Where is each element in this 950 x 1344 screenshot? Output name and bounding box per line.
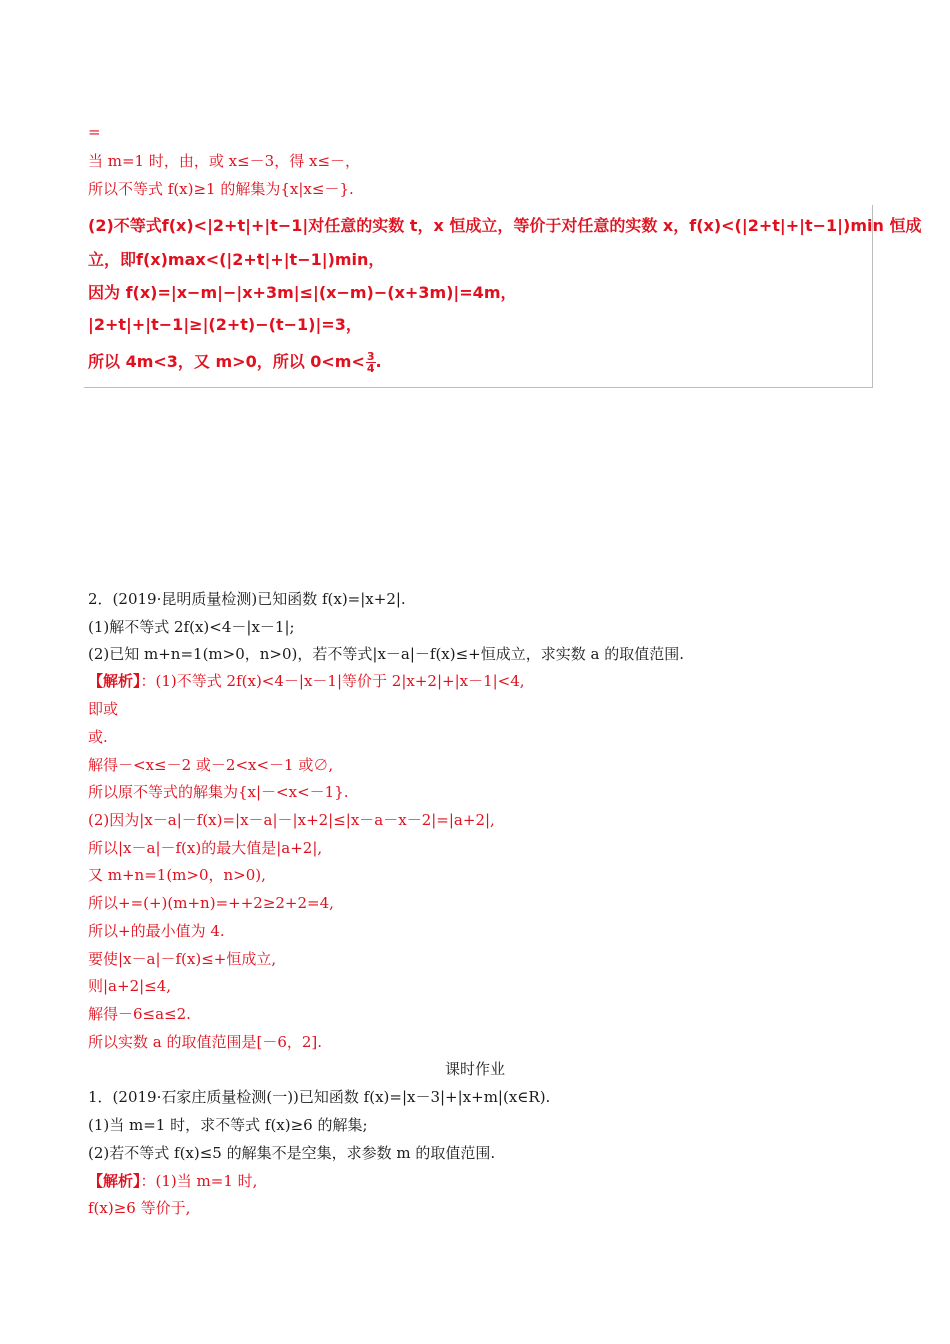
analysis-line: 要使|x－a|－f(x)≤+恒成立,	[88, 950, 277, 968]
box-line	[88, 351, 382, 374]
analysis-line: 或.	[88, 728, 108, 746]
problem-3-part: (1)当 m=1 时，求不等式 f(x)≥6 的解集;	[88, 1116, 368, 1134]
analysis-line: 所以+=(+)(m+n)=++2≥2+2=4,	[88, 894, 334, 912]
fraction-denominator: 4	[366, 362, 375, 375]
box-line: |2+t|+|t−1|≥|(2+t)−(t−1)|=3，	[88, 315, 362, 334]
analysis-line: (2)因为|x－a|－f(x)=|x－a|－|x+2|≤|x－a－x－2|=|a+2|,	[88, 811, 495, 829]
analysis-line: 所以原不等式的解集为{x|－<x<－1}.	[88, 783, 349, 801]
analysis-label: 【解析】	[88, 672, 141, 690]
box-line: (2)不等式f(x)<|2+t|+|t−1|对任意的实数 t，x 恒成立，等价于对任意的实数 x，f(x)<(|2+t|+|t−1|)min 恒成	[88, 216, 922, 235]
analysis-line: 又 m+n=1(m>0，n>0),	[88, 866, 266, 884]
analysis-line: 所以+的最小值为 4.	[88, 922, 225, 940]
analysis-line: f(x)≥6 等价于,	[88, 1199, 191, 1217]
problem-3-part: (2)若不等式 f(x)≤5 的解集不是空集，求参数 m 的取值范围.	[88, 1144, 496, 1162]
section-title: 课时作业	[444, 1060, 505, 1078]
box-line-text: 所以 4m<3，又 m>0，所以 0<m<	[88, 352, 365, 371]
problem-2-statement: 2．(2019·昆明质量检测)已知函数 f(x)=|x+2|.	[88, 590, 406, 608]
analysis-line: 解得－6≤a≤2.	[88, 1005, 191, 1023]
analysis-line: 即或	[88, 700, 119, 718]
analysis-line	[88, 1171, 257, 1191]
fraction-numerator: 3	[366, 350, 375, 363]
box-line: 立，即f(x)max<(|2+t|+|t−1|)min，	[88, 250, 385, 269]
problem-3-statement: 1．(2019·石家庄质量检测(一))已知函数 f(x)=|x－3|+|x+m|(x∈R).	[88, 1088, 551, 1106]
analysis-line: 所以实数 a 的取值范围是[－6，2].	[88, 1033, 323, 1051]
solution-line: =	[88, 123, 101, 141]
analysis-line: 则|a+2|≤4,	[88, 977, 172, 995]
analysis-line: 所以|x－a|－f(x)的最大值是|a+2|,	[88, 839, 323, 857]
analysis-line	[88, 671, 525, 691]
fraction-suffix: .	[375, 352, 382, 371]
solution-box	[84, 205, 922, 388]
solution-line: 当 m=1 时，由，或 x≤－3，得 x≤－，	[88, 152, 361, 170]
problem-2-part: (2)已知 m+n=1(m>0，n>0)，若不等式|x－a|－f(x)≤+恒成立，求实数 a 的取值范围.	[88, 645, 685, 663]
analysis-text: ：(1)当 m=1 时,	[140, 1172, 258, 1190]
solution-line: 所以不等式 f(x)≥1 的解集为{x|x≤－}.	[88, 180, 354, 198]
fraction	[366, 351, 376, 374]
analysis-text: ：(1)不等式 2f(x)<4－|x－1|等价于 2|x+2|+|x－1|<4,	[140, 672, 525, 690]
problem-2-part: (1)解不等式 2f(x)<4－|x－1|;	[88, 618, 295, 636]
analysis-label: 【解析】	[88, 1172, 141, 1190]
box-line: 因为 f(x)=|x−m|−|x+3m|≤|(x−m)−(x+3m)|=4m，	[88, 283, 517, 302]
analysis-line: 解得－<x≤－2 或－2<x<－1 或∅,	[88, 756, 334, 774]
